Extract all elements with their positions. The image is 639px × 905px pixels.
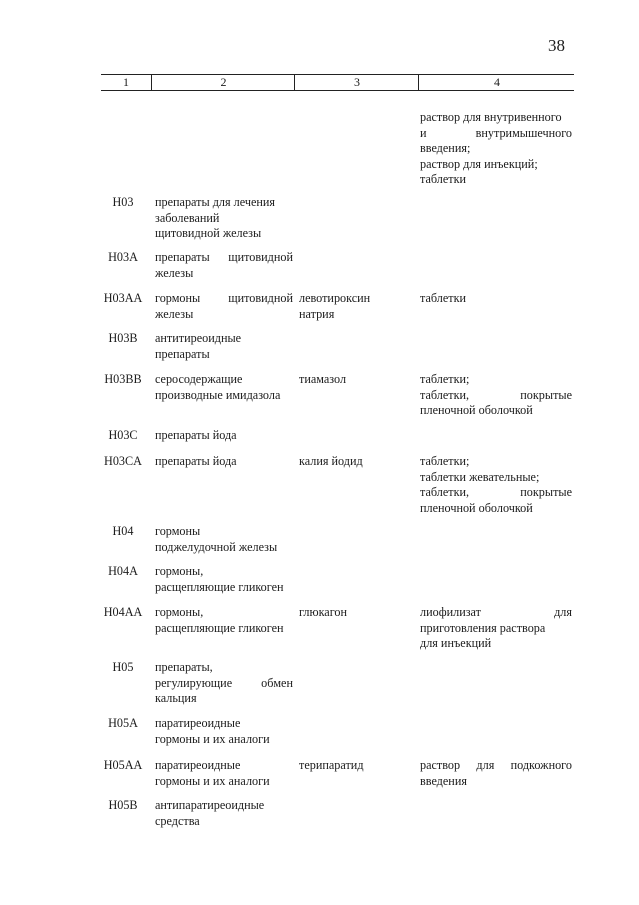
group-name [155,454,293,470]
name-line: препараты [155,346,210,361]
name-word: гормоны [155,291,201,305]
form-line [420,485,572,501]
form-line: для инъекций [420,636,492,650]
form-line: пленочной оболочкой [420,500,533,515]
name-line: железы [155,265,194,280]
group-name [155,250,293,281]
dosage-form [420,605,572,652]
form-word: лиофилизат [420,605,481,619]
group-name [155,331,293,362]
form-line: таблетки; [420,372,470,386]
form-word: для [554,605,572,619]
drug-line: левотироксин [299,291,371,305]
dosage-form [420,454,572,516]
form-word: и [420,125,427,140]
name-line: щитовидной железы [155,226,262,240]
atc-code: H03AA [103,291,143,305]
name-line: поджелудочной железы [155,539,278,554]
form-word: покрытые [520,485,572,499]
name-line: антитиреоидные [155,331,242,345]
name-line: производные имидазола [155,387,281,402]
form-line [420,605,572,621]
drug-name [299,372,409,388]
group-name [155,291,293,322]
name-line: гормоны, [155,564,204,578]
name-line: паратиреоидные [155,716,241,730]
atc-code: H05A [108,716,138,730]
name-line: препараты йода [155,428,237,442]
atc-code: H03C [108,428,138,442]
drug-line: глюкагон [299,605,348,619]
form-line: приготовления раствора [420,620,546,635]
form-line [420,126,572,142]
drug-line: терипаратид [299,758,364,772]
form-word: для [476,758,495,772]
form-line [420,758,572,774]
dosage-form [420,291,572,307]
name-line [155,250,293,266]
name-word: щитовидной [228,250,293,264]
form-word: покрытые [520,387,572,402]
atc-code: H04 [112,524,134,538]
name-line: гормоны и их аналоги [155,773,270,788]
atc-code: H03 [112,195,134,209]
form-line: таблетки; [420,454,470,468]
atc-code: H04A [108,564,138,578]
atc-code: H05B [108,798,138,812]
form-line: введения; [420,141,471,155]
name-word: щитовидной [228,291,293,305]
atc-code: H03CA [104,454,142,468]
drug-name [299,605,409,621]
atc-code: H03BB [104,372,142,386]
name-line: гормоны [155,524,201,538]
form-line: таблетки [420,172,467,186]
form-word: таблетки, [420,387,470,402]
dosage-form [420,758,572,789]
form-line: таблетки жевательные; [420,469,540,484]
name-line: гормоны и их аналоги [155,731,270,746]
atc-code: H05AA [103,758,143,772]
header-col-1: 1 [123,75,129,89]
group-name [155,524,293,555]
name-line: расщепляющие гликоген [155,620,284,635]
form-line: раствор для внутривенного [420,110,562,124]
form-line: пленочной оболочкой [420,403,533,417]
name-word: регулирующие [155,675,233,690]
atc-code: H05 [112,660,134,674]
drug-name [299,454,409,470]
form-word: таблетки, [420,485,470,499]
group-name [155,605,293,636]
group-name [155,758,293,789]
name-line: препараты для лечения [155,195,276,209]
group-name [155,372,293,403]
atc-code: H03B [108,331,138,345]
drug-line: калия йодид [299,454,363,468]
page-number: 38 [548,36,565,55]
group-name [155,564,293,595]
name-word: обмен [261,675,293,690]
header-col-4: 4 [418,75,575,90]
dosage-form [420,372,572,419]
group-name [155,716,293,747]
header-col-2: 2 [151,75,295,90]
name-word: препараты [155,250,210,264]
atc-code: H03A [108,250,138,264]
name-line: антипаратиреоидные [155,798,265,812]
table-header [101,74,574,91]
form-line: введения [420,773,467,788]
form-line: таблетки [420,291,467,305]
name-line [155,676,293,692]
name-line: паратиреоидные [155,758,241,772]
name-line: гормоны, [155,605,204,619]
form-line: раствор для инъекций; [420,156,538,171]
name-line: средства [155,813,200,828]
group-name [155,798,293,829]
name-line: железы [155,306,194,321]
group-name [155,428,293,444]
name-line: препараты йода [155,454,237,468]
name-line: серосодержащие [155,372,243,386]
form-word: внутримышечного [475,125,572,140]
group-name [155,660,293,707]
form-word: раствор [420,758,461,772]
group-name [155,195,293,242]
drug-name [299,291,409,322]
name-line: расщепляющие гликоген [155,579,284,594]
name-line [155,291,293,307]
name-line: заболеваний [155,210,220,225]
form-line [420,388,572,404]
drug-name [299,758,409,774]
header-col-3: 3 [294,75,419,90]
name-line: кальция [155,691,197,705]
continued-dosage-forms [420,110,572,188]
drug-line: натрия [299,306,335,321]
drug-line: тиамазол [299,372,347,386]
form-word: подкожного [510,758,572,772]
atc-code: H04AA [103,605,143,619]
name-line: препараты, [155,660,213,674]
